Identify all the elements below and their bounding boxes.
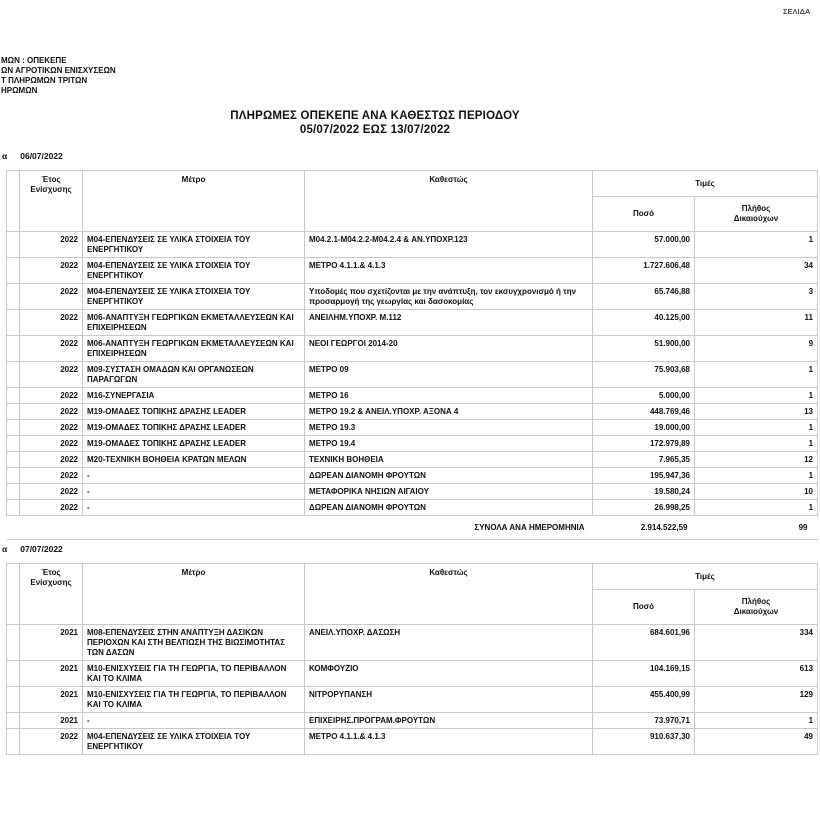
beneficiaries-cell: 10 bbox=[695, 484, 818, 500]
table-row bbox=[7, 420, 818, 436]
payments-table-section bbox=[0, 544, 820, 755]
year-cell: 2022 bbox=[20, 500, 83, 516]
year-cell: 2022 bbox=[20, 284, 83, 310]
gutter-cell bbox=[7, 420, 20, 436]
measure-cell: M06-ΑΝΑΠΤΥΞΗ ΓΕΩΡΓΙΚΩΝ ΕΚΜΕΤΑΛΛΕΥΣΕΩΝ ΚΑΙ ΕΠΙΧΕΙΡΗΣΕΩΝ bbox=[83, 336, 305, 362]
date-row bbox=[0, 151, 820, 161]
year-cell: 2022 bbox=[20, 484, 83, 500]
amount-column-header: Ποσό bbox=[593, 197, 695, 232]
scheme-cell: Υποδομές που σχετίζονται με την ανάπτυξη, τον εκσυγχρονισμό ή την προσαρμογή της γεωργίας και δασοκομίας bbox=[305, 284, 593, 310]
table-header-row bbox=[7, 564, 818, 590]
gutter-cell bbox=[7, 336, 20, 362]
scheme-cell: ΜΕΤΡΟ 19.4 bbox=[305, 436, 593, 452]
beneficiaries-cell: 1 bbox=[695, 362, 818, 388]
year-cell: 2022 bbox=[20, 404, 83, 420]
measure-cell: M09-ΣΥΣΤΑΣΗ ΟΜΑΔΩΝ ΚΑΙ ΟΡΓΑΝΩΣΕΩΝ ΠΑΡΑΓΩΓΩΝ bbox=[83, 362, 305, 388]
beneficiaries-cell: 11 bbox=[695, 310, 818, 336]
amount-cell: 5.000,00 bbox=[593, 388, 695, 404]
amount-cell: 7.965,35 bbox=[593, 452, 695, 468]
totals-row bbox=[7, 516, 818, 540]
measure-cell: M19-ΟΜΑΔΕΣ ΤΟΠΙΚΗΣ ΔΡΑΣΗΣ LEADER bbox=[83, 404, 305, 420]
table-row bbox=[7, 729, 818, 755]
measure-cell: M20-ΤΕΧΝΙΚΗ ΒΟΗΘΕΙΑ ΚΡΑΤΩΝ ΜΕΛΩΝ bbox=[83, 452, 305, 468]
table-row bbox=[7, 310, 818, 336]
totals-amount: 2.914.522,59 bbox=[593, 516, 695, 540]
beneficiaries-cell: 9 bbox=[695, 336, 818, 362]
table-row bbox=[7, 232, 818, 258]
table-row bbox=[7, 687, 818, 713]
scheme-cell: M04.2.1-M04.2.2-M04.2.4 & ΑΝ.ΥΠΟΧΡ.123 bbox=[305, 232, 593, 258]
gutter-header-cell bbox=[7, 564, 20, 625]
amount-column-header: Ποσό bbox=[593, 590, 695, 625]
amount-cell: 448.769,46 bbox=[593, 404, 695, 420]
year-cell: 2021 bbox=[20, 687, 83, 713]
gutter-cell bbox=[7, 452, 20, 468]
report-title bbox=[180, 109, 570, 137]
gutter-cell bbox=[7, 232, 20, 258]
payments-table bbox=[6, 563, 818, 755]
totals-label: ΣΥΝΟΛΑ ΑΝΑ ΗΜΕΡΟΜΗΝΙΑ bbox=[7, 516, 593, 540]
table-body bbox=[7, 232, 818, 516]
table-row bbox=[7, 336, 818, 362]
values-group-header: Τιμές bbox=[593, 564, 818, 590]
scheme-cell: ΔΩΡΕΑΝ ΔΙΑΝΟΜΗ ΦΡΟΥΤΩΝ bbox=[305, 500, 593, 516]
year-cell: 2022 bbox=[20, 452, 83, 468]
beneficiaries-cell: 334 bbox=[695, 625, 818, 661]
gutter-cell bbox=[7, 625, 20, 661]
report-title-line1: ΠΛΗΡΩΜΕΣ ΟΠΕΚΕΠΕ ΑΝΑ ΚΑΘΕΣΤΩΣ ΠΕΡΙΟΔΟΥ bbox=[230, 110, 520, 122]
year-cell: 2022 bbox=[20, 258, 83, 284]
beneficiaries-cell: 13 bbox=[695, 404, 818, 420]
beneficiaries-cell: 34 bbox=[695, 258, 818, 284]
date-label-fragment: α bbox=[2, 544, 8, 554]
year-cell: 2022 bbox=[20, 468, 83, 484]
table-row bbox=[7, 468, 818, 484]
amount-cell: 19.000,00 bbox=[593, 420, 695, 436]
table-row bbox=[7, 452, 818, 468]
gutter-cell bbox=[7, 661, 20, 687]
table-row bbox=[7, 713, 818, 729]
payments-table-section bbox=[0, 151, 820, 540]
org-line: Τ ΠΛΗΡΩΜΩΝ ΤΡΙΤΩΝ bbox=[1, 76, 88, 85]
beneficiaries-cell: 1 bbox=[695, 420, 818, 436]
scheme-column-header: Καθεστώς bbox=[305, 564, 593, 625]
table-row bbox=[7, 625, 818, 661]
gutter-cell bbox=[7, 404, 20, 420]
scheme-cell: ΜΕΤΡΟ 19.2 & ΑΝΕΙΛ.ΥΠΟΧΡ. ΑΞΟΝΑ 4 bbox=[305, 404, 593, 420]
beneficiaries-cell: 3 bbox=[695, 284, 818, 310]
gutter-cell bbox=[7, 729, 20, 755]
amount-cell: 1.727.606,48 bbox=[593, 258, 695, 284]
gutter-cell bbox=[7, 468, 20, 484]
beneficiaries-cell: 129 bbox=[695, 687, 818, 713]
beneficiaries-column-header bbox=[695, 590, 818, 625]
scheme-column-header: Καθεστώς bbox=[305, 171, 593, 232]
scheme-cell: ΚΟΜΦΟΥΖΙΟ bbox=[305, 661, 593, 687]
scheme-cell: ΜΕΤΡΟ 4.1.1.& 4.1.3 bbox=[305, 258, 593, 284]
scheme-cell: ΜΕΤΡΟ 16 bbox=[305, 388, 593, 404]
year-cell: 2022 bbox=[20, 362, 83, 388]
beneficiaries-header-text: Πλήθος Δικαιούχων bbox=[733, 204, 779, 223]
table-header-row bbox=[7, 171, 818, 197]
amount-cell: 40.125,00 bbox=[593, 310, 695, 336]
amount-cell: 195.947,36 bbox=[593, 468, 695, 484]
payments-table bbox=[6, 170, 818, 540]
beneficiaries-cell: 1 bbox=[695, 232, 818, 258]
beneficiaries-cell: 49 bbox=[695, 729, 818, 755]
scheme-cell: ΝΙΤΡΟΡΥΠΑΝΣΗ bbox=[305, 687, 593, 713]
measure-cell: M10-ΕΝΙΣΧΥΣΕΙΣ ΓΙΑ ΤΗ ΓΕΩΡΓΙΑ, ΤΟ ΠΕΡΙΒΑΛΛΟΝ ΚΑΙ ΤΟ ΚΛΙΜΑ bbox=[83, 661, 305, 687]
amount-cell: 104.169,15 bbox=[593, 661, 695, 687]
measure-cell: - bbox=[83, 468, 305, 484]
measure-cell: - bbox=[83, 713, 305, 729]
amount-cell: 51.900,00 bbox=[593, 336, 695, 362]
table-row bbox=[7, 284, 818, 310]
year-cell: 2021 bbox=[20, 713, 83, 729]
measure-cell: M16-ΣΥΝΕΡΓΑΣΙΑ bbox=[83, 388, 305, 404]
gutter-cell bbox=[7, 713, 20, 729]
measure-cell: M19-ΟΜΑΔΕΣ ΤΟΠΙΚΗΣ ΔΡΑΣΗΣ LEADER bbox=[83, 420, 305, 436]
table-row bbox=[7, 661, 818, 687]
table-row bbox=[7, 404, 818, 420]
gutter-cell bbox=[7, 687, 20, 713]
measure-cell: M10-ΕΝΙΣΧΥΣΕΙΣ ΓΙΑ ΤΗ ΓΕΩΡΓΙΑ, ΤΟ ΠΕΡΙΒΑΛΛΟΝ ΚΑΙ ΤΟ ΚΛΙΜΑ bbox=[83, 687, 305, 713]
measure-cell: - bbox=[83, 484, 305, 500]
beneficiaries-cell: 1 bbox=[695, 388, 818, 404]
amount-cell: 65.746,88 bbox=[593, 284, 695, 310]
gutter-cell bbox=[7, 310, 20, 336]
measure-cell: M04-ΕΠΕΝΔΥΣΕΙΣ ΣΕ ΥΛΙΚΑ ΣΤΟΙΧΕΙΑ ΤΟΥ ΕΝΕΡΓΗΤΙΚΟΥ bbox=[83, 258, 305, 284]
table-row bbox=[7, 388, 818, 404]
amount-cell: 172.979,89 bbox=[593, 436, 695, 452]
payment-date: 07/07/2022 bbox=[20, 544, 63, 554]
measure-column-header: Μέτρο bbox=[83, 564, 305, 625]
amount-cell: 684.601,96 bbox=[593, 625, 695, 661]
scheme-cell: ΤΕΧΝΙΚΗ ΒΟΗΘΕΙΑ bbox=[305, 452, 593, 468]
totals-beneficiaries: 99 bbox=[695, 516, 818, 540]
measure-column-header: Μέτρο bbox=[83, 171, 305, 232]
scheme-cell: ΑΝΕΙΛ.ΥΠΟΧΡ. ΔΑΣΩΣΗ bbox=[305, 625, 593, 661]
scheme-cell: ΜΕΤΡΟ 09 bbox=[305, 362, 593, 388]
amount-cell: 75.903,68 bbox=[593, 362, 695, 388]
scheme-cell: ΝΕΟΙ ΓΕΩΡΓΟΙ 2014-20 bbox=[305, 336, 593, 362]
amount-cell: 19.580,24 bbox=[593, 484, 695, 500]
measure-cell: - bbox=[83, 500, 305, 516]
gutter-cell bbox=[7, 258, 20, 284]
table-row bbox=[7, 436, 818, 452]
table-row bbox=[7, 258, 818, 284]
beneficiaries-cell: 1 bbox=[695, 468, 818, 484]
beneficiaries-column-header bbox=[695, 197, 818, 232]
date-label-fragment: α bbox=[2, 151, 8, 161]
beneficiaries-cell: 1 bbox=[695, 500, 818, 516]
year-cell: 2022 bbox=[20, 336, 83, 362]
beneficiaries-cell: 1 bbox=[695, 713, 818, 729]
measure-cell: M04-ΕΠΕΝΔΥΣΕΙΣ ΣΕ ΥΛΙΚΑ ΣΤΟΙΧΕΙΑ ΤΟΥ ΕΝΕΡΓΗΤΙΚΟΥ bbox=[83, 729, 305, 755]
beneficiaries-cell: 12 bbox=[695, 452, 818, 468]
gutter-cell bbox=[7, 484, 20, 500]
gutter-cell bbox=[7, 436, 20, 452]
amount-cell: 73.970,71 bbox=[593, 713, 695, 729]
date-row bbox=[0, 544, 820, 554]
measure-cell: M06-ΑΝΑΠΤΥΞΗ ΓΕΩΡΓΙΚΩΝ ΕΚΜΕΤΑΛΛΕΥΣΕΩΝ ΚΑΙ ΕΠΙΧΕΙΡΗΣΕΩΝ bbox=[83, 310, 305, 336]
org-line: ΜΩΝ : ΟΠΕΚΕΠΕ bbox=[1, 56, 67, 65]
table-body bbox=[7, 625, 818, 755]
table-row bbox=[7, 484, 818, 500]
scheme-cell: ΜΕΤΡΟ 19.3 bbox=[305, 420, 593, 436]
report-title-period: 05/07/2022 ΕΩΣ 13/07/2022 bbox=[299, 124, 451, 136]
gutter-header-cell bbox=[7, 171, 20, 232]
beneficiaries-cell: 613 bbox=[695, 661, 818, 687]
year-cell: 2022 bbox=[20, 729, 83, 755]
gutter-cell bbox=[7, 388, 20, 404]
year-cell: 2022 bbox=[20, 436, 83, 452]
payment-date: 06/07/2022 bbox=[20, 151, 63, 161]
scheme-cell: ΜΕΤΑΦΟΡΙΚΑ ΝΗΣΙΩΝ ΑΙΓΑΙΟΥ bbox=[305, 484, 593, 500]
year-cell: 2022 bbox=[20, 420, 83, 436]
amount-cell: 26.998,25 bbox=[593, 500, 695, 516]
year-cell: 2021 bbox=[20, 625, 83, 661]
organization-header bbox=[1, 56, 116, 96]
org-line: ΗΡΩΜΩΝ bbox=[1, 86, 38, 95]
measure-cell: M19-ΟΜΑΔΕΣ ΤΟΠΙΚΗΣ ΔΡΑΣΗΣ LEADER bbox=[83, 436, 305, 452]
values-group-header: Τιμές bbox=[593, 171, 818, 197]
gutter-cell bbox=[7, 500, 20, 516]
table-footer bbox=[7, 516, 818, 540]
year-cell: 2022 bbox=[20, 388, 83, 404]
page-number-label: ΣΕΛΙΔΑ bbox=[783, 7, 811, 16]
gutter-cell bbox=[7, 362, 20, 388]
year-column-header: Έτος Ενίσχυσης bbox=[20, 171, 83, 232]
amount-cell: 57.000,00 bbox=[593, 232, 695, 258]
year-cell: 2021 bbox=[20, 661, 83, 687]
table-row bbox=[7, 500, 818, 516]
scheme-cell: ΕΠΙΧΕΙΡΗΣ.ΠΡΟΓΡΑΜ.ΦΡΟΥΤΩΝ bbox=[305, 713, 593, 729]
gutter-cell bbox=[7, 284, 20, 310]
measure-cell: M04-ΕΠΕΝΔΥΣΕΙΣ ΣΕ ΥΛΙΚΑ ΣΤΟΙΧΕΙΑ ΤΟΥ ΕΝΕΡΓΗΤΙΚΟΥ bbox=[83, 232, 305, 258]
year-column-header: Έτος Ενίσχυσης bbox=[20, 564, 83, 625]
beneficiaries-cell: 1 bbox=[695, 436, 818, 452]
amount-cell: 910.637,30 bbox=[593, 729, 695, 755]
table-row bbox=[7, 362, 818, 388]
year-cell: 2022 bbox=[20, 232, 83, 258]
scheme-cell: ΑΝΕΙΛΗΜ.ΥΠΟΧΡ. Μ.112 bbox=[305, 310, 593, 336]
scheme-cell: ΜΕΤΡΟ 4.1.1.& 4.1.3 bbox=[305, 729, 593, 755]
org-line: ΩΝ ΑΓΡΟΤΙΚΩΝ ΕΝΙΣΧΥΣΕΩΝ bbox=[1, 66, 116, 75]
measure-cell: M08-ΕΠΕΝΔΥΣΕΙΣ ΣΤΗΝ ΑΝΑΠΤΥΞΗ ΔΑΣΙΚΩΝ ΠΕΡΙΟΧΩΝ ΚΑΙ ΣΤΗ ΒΕΛΤΙΩΣΗ ΤΗΣ ΒΙΩΣΙΜΟΤΗΤΑΣ ΤΩΝ ΔΑΣΩΝ bbox=[83, 625, 305, 661]
amount-cell: 455.400,99 bbox=[593, 687, 695, 713]
measure-cell: M04-ΕΠΕΝΔΥΣΕΙΣ ΣΕ ΥΛΙΚΑ ΣΤΟΙΧΕΙΑ ΤΟΥ ΕΝΕΡΓΗΤΙΚΟΥ bbox=[83, 284, 305, 310]
beneficiaries-header-text: Πλήθος Δικαιούχων bbox=[733, 597, 779, 616]
year-cell: 2022 bbox=[20, 310, 83, 336]
scheme-cell: ΔΩΡΕΑΝ ΔΙΑΝΟΜΗ ΦΡΟΥΤΩΝ bbox=[305, 468, 593, 484]
